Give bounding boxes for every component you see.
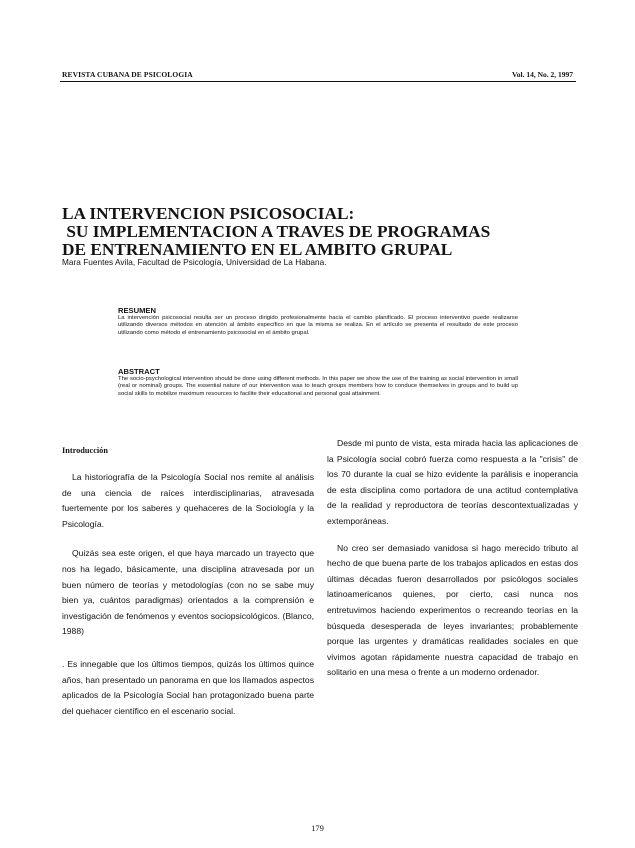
resumen-text: La intervención psicosocial resulta ser un proceso dirigido profesionalmente hacia el cambio planificado. El proceso interventivo puede realizarse utilizando diversos métodos en atención al ámbito específico en que la misma se realiza. En el artículo se presenta el resultado de este proceso utilizando como método el entrenamiento psicosocial en el ámbito grupal. <box>118 315 518 336</box>
body-paragraph: No creo ser demasiado vanidosa si hago merecido tributo al hecho de que buena parte de los trabajos aplicados en estas dos últimas décadas fueron desarrollados por psicólogos sociales latinoamericanos quienes, por cierto, casi nunca nos entretuvimos haciendo experimentos o recreando teorías en la búsqueda desesperada de leyes invariantes; probablemente porque las urgentes y dramáticas realidades sociales en que vivimos agotan rápidamente nuestra capacidad de trabajo en solitario en una mesa o frente a un moderno ordenador. <box>327 542 578 678</box>
header-divider <box>60 81 576 82</box>
journal-name: REVISTA CUBANA DE PSICOLOGIA <box>62 70 193 79</box>
author-affiliation: Mara Fuentes Avila, Facultad de Psicología, Universidad de La Habana. <box>62 257 327 267</box>
left-column <box>62 470 314 719</box>
body-paragraph: . Es innegable que los últimos tiempos, quizás los últimos quince años, han presentado un panorama en que los llamados aspectos aplicados de la Psicología Social han protagonizado buena parte del quehacer científico en el escenario social. <box>62 658 314 716</box>
section-heading: Introducción <box>62 446 108 455</box>
abstract-text: The socio-psychological intervention should be done using different methods. In this paper we show the use of the training as social intervention in small (real or nominal) groups. The essential nature of our intervention was to teach groups members how to conduce themselves in groups and to build up social skills to mobilize maximum resources to facilite their educational and personal goal attainment. <box>118 376 518 397</box>
issue-info: Vol. 14, No. 2, 1997 <box>512 70 573 79</box>
abstract-block <box>118 367 518 398</box>
body-paragraph: Quizás sea este origen, el que haya marcado un trayecto que nos ha legado, básicamente, una disciplina atravesada por un buen número de teorías y metodologías (con no se sabe muy bien ya, cuántos paradigmas) orientados a la comprensión e investigación de fenómenos y eventos sociopsicológicos. (Blanco, 1988) <box>62 548 314 637</box>
abstract-heading: ABSTRACT <box>118 367 160 376</box>
title-line: LA INTERVENCION PSICOSOCIAL: <box>62 204 355 223</box>
resumen-block <box>118 306 518 337</box>
resumen-heading: RESUMEN <box>118 306 156 315</box>
page-number: 179 <box>311 823 324 833</box>
article-title <box>62 205 582 259</box>
body-paragraph: Desde mi punto de vista, esta mirada hacia las aplicaciones de la Psicología social cobró fuerza como respuesta a la "crisis" de los 70 durante la cual se hizo evidente la parálisis e inoperancia de esta disciplina como portadora de una actitud contemplativa de la realidad y reproductora de teorías descontextualizadas y extemporáneas. <box>327 438 578 526</box>
title-line: SU IMPLEMENTACION A TRAVES DE PROGRAMAS <box>62 222 491 241</box>
body-paragraph: La historiografía de la Psicología Social nos remite al análisis de una ciencia de raíces interdisciplinarias, atravesada fuertemente por los saberes y quehaceres de la Sociología y la Psicología. <box>62 472 314 529</box>
right-column <box>327 436 578 681</box>
title-line: DE ENTRENAMIENTO EN EL AMBITO GRUPAL <box>62 240 453 259</box>
